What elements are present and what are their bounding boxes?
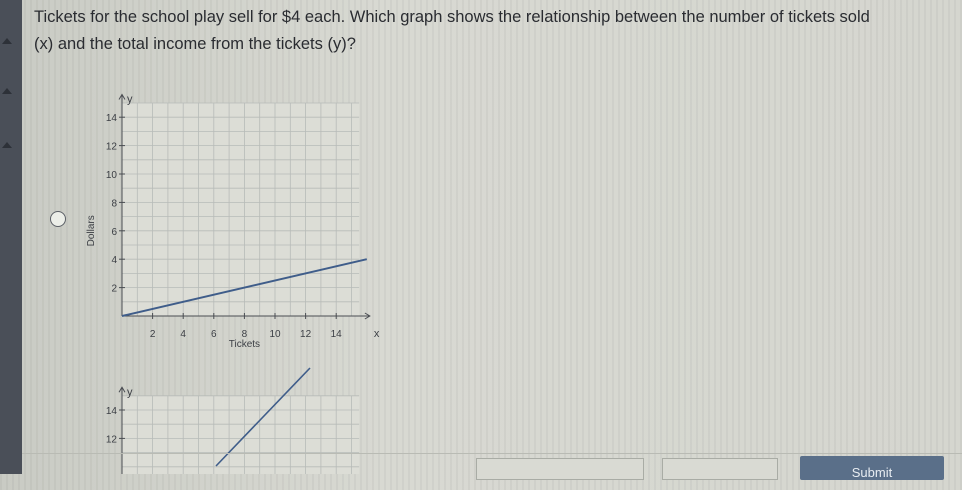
footer-field: [662, 458, 778, 480]
x-tick-label: 8: [241, 329, 248, 340]
y-tick-label: 6: [111, 226, 117, 238]
x-tick-label: 6: [211, 329, 217, 340]
y-axis-name: y: [127, 93, 133, 106]
question-text: [34, 4, 954, 58]
x-axis-name: x: [373, 328, 380, 340]
x-tick-label: 2: [149, 329, 156, 340]
option-b-graph[interactable]: [80, 360, 380, 474]
y-tick-label: 14: [105, 113, 117, 125]
sidebar-marker-icon: [2, 38, 12, 44]
question-line-1: Tickets for the school play sell for $4 each. Which graph shows the relationship between the number of tickets sold: [34, 8, 870, 26]
question-line-2: (x) and the total income from the tickets (y)?: [34, 35, 356, 53]
footer-divider: [22, 453, 962, 454]
y-axis-label: Dollars: [86, 215, 97, 247]
y-tick-label: 14: [105, 406, 117, 417]
sidebar-marker-icon: [2, 88, 12, 94]
plot-area: [122, 396, 359, 474]
y-axis-name: y: [127, 386, 133, 399]
y-tick-label: 12: [105, 434, 117, 446]
left-sidebar: [0, 0, 22, 474]
y-tick-label: 2: [111, 283, 117, 295]
footer-field: [476, 458, 644, 480]
option-a-graph[interactable]: [80, 78, 380, 358]
y-tick-label: 8: [111, 198, 117, 210]
x-tick-label: 10: [269, 329, 281, 340]
x-axis-label: Tickets: [228, 339, 261, 350]
option-a-radio[interactable]: [50, 211, 66, 227]
submit-button[interactable]: Submit: [800, 456, 944, 480]
y-tick-label: 12: [105, 141, 117, 153]
plot-area: [122, 103, 359, 316]
x-tick-label: 14: [330, 329, 342, 340]
y-tick-label: 4: [111, 255, 117, 267]
sidebar-marker-icon: [2, 142, 12, 148]
y-tick-label: 10: [105, 170, 117, 181]
x-tick-label: 4: [180, 329, 186, 340]
x-tick-label: 12: [300, 329, 312, 340]
